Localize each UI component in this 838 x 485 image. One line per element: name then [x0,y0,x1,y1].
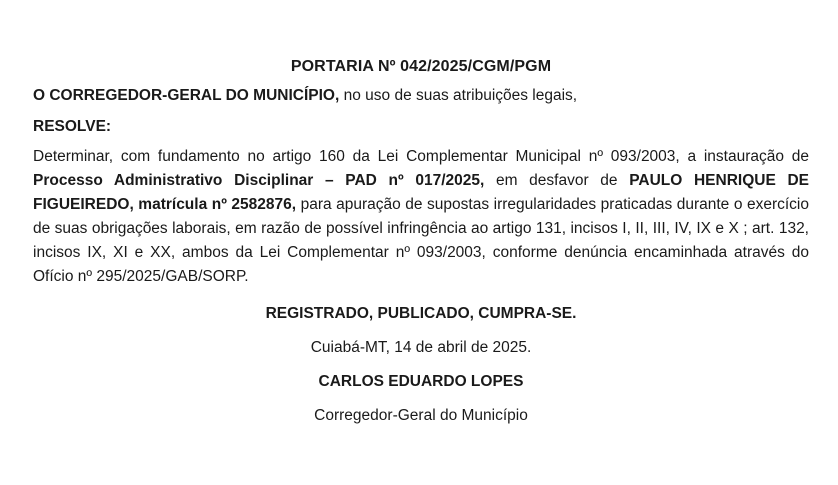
preamble-authority: O CORREGEDOR-GERAL DO MUNICÍPIO, [33,87,340,104]
preamble-text: no uso de suas atribuições legais, [339,87,578,104]
signer-role: Corregedor-Geral do Município [314,407,528,424]
preamble [33,85,809,106]
body-text-part1: Determinar, com fundamento no artigo 160 da Lei Complementar Municipal nº 093/2003, a instauração de [33,148,809,165]
place-date: Cuiabá-MT, 14 de abril de 2025. [310,339,532,356]
signer-name: CARLOS EDUARDO LOPES [318,373,524,390]
resolution-body [33,145,809,289]
document-page [33,58,809,427]
closing-statement: REGISTRADO, PUBLICADO, CUMPRA-SE. [265,305,577,322]
body-text-part3: para apuração de supostas irregularidades praticadas durante o exercício de suas obrigações laborais, em razão de possível infringência ao artigo 131, incisos I, II, III, IV, IX e X ; art. 132, incisos IX, XI e XX, ambos da Lei Complementar nº 093/2003, conforme denúncia encaminhada através do Ofício nº 295/2025/GAB/SORP. [33,196,809,285]
accused-person: PAULO HENRIQUE DE FIGUEIREDO, matrícula nº 2582876, [33,172,809,213]
process-reference: Processo Administrativo Disciplinar – PAD nº 017/2025, [33,172,485,189]
resolve-heading: RESOLVE: [33,118,112,135]
document-title: PORTARIA Nº 042/2025/CGM/PGM [290,58,552,75]
body-text-part2: em desfavor de [484,172,630,189]
